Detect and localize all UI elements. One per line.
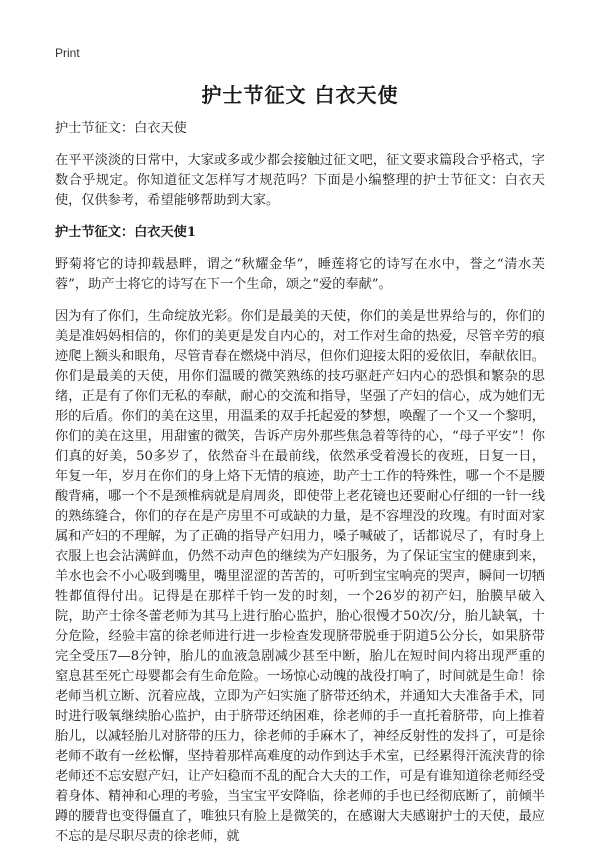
document-subtitle: 护士节征文：白衣天使 [55, 121, 187, 136]
print-link[interactable]: Print [55, 46, 80, 60]
intro-paragraph: 在平平淡淡的日常中，大家或多或少都会接触过征文吧，征文要求篇段合乎格式，字数合乎规定。你知道征文怎样写才规范吗？下面是小编整理的护士节征文：白衣天使，仅供参考，希望能够帮助到大家。 [55, 153, 545, 208]
paragraph-1: 野菊将它的诗抑载悬畔，谓之“秋耀金华”，睡莲将它的诗写在水中，誉之“清水芙蓉”，助产士将它的诗写在下一个生命，颂之“爱的奉献”。 [55, 257, 545, 292]
document-title: 护士节征文 白衣天使 [201, 83, 399, 107]
paragraph-2: 因为有了你们，生命绽放光彩。你们是最美的天使，你们的美是世界给与的，你们的美是准妈妈相信的，你们的美更是发自内心的，对工作对生命的热爱，尽管辛劳的痕迹爬上额头和眼角，尽管青春在燃烧中消尽，但你们迎接太阳的爱依旧，奉献依旧。你们是最美的天使，用你们温暖的微笑熟练的技巧驱赶产妇内心的恐惧和繁杂的思绪，正是有了你们无私的奉献，耐心的交流和指导，坚强了产妇的信心，成为她们无形的后盾。你们的美在这里，用温柔的双手托起爱的梦想，唤醒了一个又一个黎明，你们的美在这里，用甜蜜的微笑，告诉产房外那些焦急着等待的心，“母子平安”！你们真的好美，50多岁了，依然奋斗在最前线，依然承受着漫长的夜班，日复一日，年复一年，岁月在你们的身上烙下无情的痕迹，助产士工作的特殊性，哪一个不是腰酸背痛，哪一个不是颈椎病就是肩周炎，即使带上老花镜也还要耐心仔细的一针一线的熟练缝合，你们的存在是产房里不可或缺的力量，是不容埋没的玫瑰。有时面对家属和产妇的不理解，为了正确的指导产妇用力，嗓子喊破了，话都说尽了，有时身上衣服上也会沾满鲜血，仍然不动声色的继续为产妇服务，为了保证宝宝的健康到来，羊水也会不小心吸到嘴里，嘴里涩涩的苦苦的，可听到宝宝响亮的哭声，瞬间一切牺牲都值得付出。记得是在那样千钧一发的时刻，一个26岁的初产妇，胎膜早破入院，助产士徐冬蕾老师为其马上进行胎心监护，胎心很慢才50次/分，胎儿缺氧，十分危险，经验丰富的徐老师进行进一步检查发现脐带脱垂于阴道5公分长，如果脐带完全受压7—8分钟，胎儿的血液急剧减少甚至中断，胎儿在短时间内将出现严重的窒息甚至死亡母婴都会有生命危险。一场惊心动魄的战役打响了，时间就是生命！徐老师当机立断、沉着应战，立即为产妇实施了脐带还纳术，并通知大夫准备手术，同时进行吸氧继续胎心监护，由于脐带还纳困难，徐老师的手一直托着脐带，向上推着胎儿，以减轻胎儿对脐带的压力，徐老师的手麻木了，神经反射性的发抖了，可是徐老师不敢有一丝松懈，坚持着那样高难度的动作到达手术室，已经累得汗流浃背的徐老师还不忘安慰产妇，让产妇稳而不乱的配合大夫的工作，可是有谁知道徐老师经受着身体、精神和心理的考验，当宝宝平安降临，徐老师的手也已经彻底断了，前倾半蹲的腰背也变得僵直了，唯独只有脸上是微笑的，在感谢大夫感谢护士的天使，最应不忘的是尽职尽责的徐老师，就 [55, 309, 545, 844]
document-body [55, 119, 545, 847]
section-heading: 护士节征文：白衣天使1 [55, 225, 197, 240]
